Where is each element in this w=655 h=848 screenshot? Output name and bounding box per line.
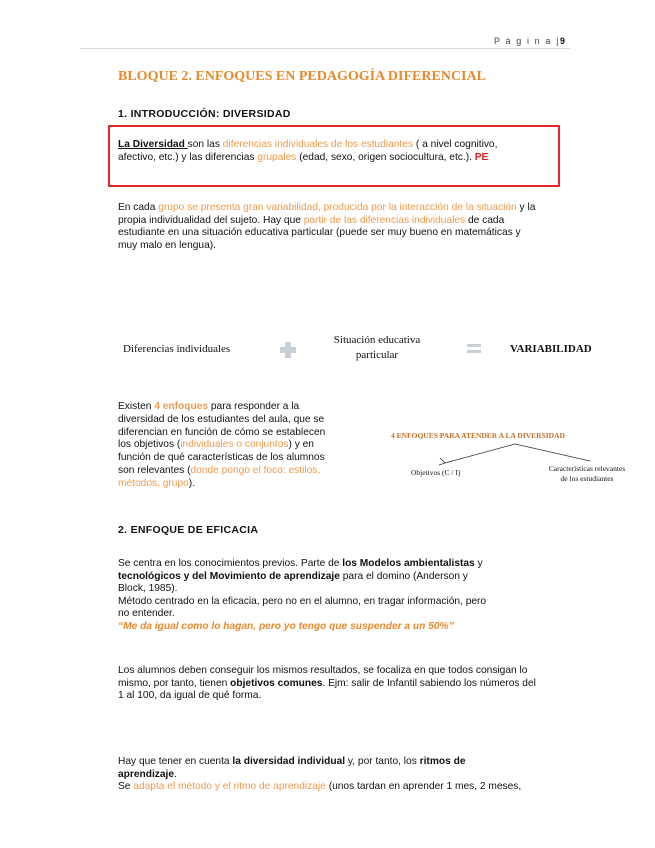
- page-number-header: [494, 36, 565, 46]
- text: PARA ATENDER A LA DIVERSIDAD: [437, 431, 565, 440]
- text: (unos tardan en aprender 1 mes, 2 meses,: [325, 781, 522, 792]
- text: Los alumnos deben conseguir los mismos resultados, se focaliza en que todos consigan lo: [118, 665, 528, 676]
- enfoques-caracteristicas: [537, 464, 637, 484]
- highlight-text: adapta el método y el ritmo de aprendizaje: [133, 781, 326, 792]
- enfoques-diagram-title: [391, 431, 565, 440]
- pe-tag: PE: [474, 151, 489, 163]
- highlight-text: diferencias individuales de los estudiantes: [222, 139, 414, 150]
- text: de los estudiantes: [560, 474, 614, 483]
- text: y, por tanto, los: [345, 756, 420, 767]
- bold-text: objetivos comunes: [230, 677, 323, 689]
- enfoques-objetivos: Objetivos (C / I): [411, 468, 461, 477]
- bold-text: tecnológicos y del Movimiento de aprendizaje: [118, 570, 340, 582]
- paragraph-eficacia-2: [118, 665, 558, 703]
- text: Se centra en los conocimientos previos. Parte de: [118, 558, 343, 569]
- text: afectivo, etc.) y las diferencias: [118, 151, 258, 163]
- text: los objetivos (: [118, 439, 181, 451]
- text: ) y en: [288, 439, 314, 451]
- highlight-text: donde pongo el foco: estilos,: [190, 464, 321, 476]
- text: Método centrado en la eficacia, pero no en el alumno, en tragar información, pero: [118, 595, 487, 607]
- text: Block, 1985).: [118, 583, 178, 594]
- bold-text: aprendizaje: [118, 768, 175, 780]
- text: .: [174, 768, 177, 780]
- text: Situación educativa: [333, 334, 421, 346]
- text: de cada: [465, 214, 505, 226]
- text: son relevantes (: [118, 464, 191, 476]
- text: Hay que tener en cuenta: [118, 756, 233, 767]
- text: 1 al 100, da igual de qué forma.: [118, 690, 262, 701]
- highlight-text: individuales o conjuntos: [180, 439, 289, 451]
- paragraph-eficacia-3: [118, 756, 558, 794]
- highlight-text: partir de las diferencias individuales: [303, 214, 466, 226]
- text: y: [474, 558, 483, 569]
- eficacia-quote: “Me da igual como lo hagan, pero yo tengo que suspender a un 50%”: [118, 620, 454, 632]
- text: son las: [187, 139, 223, 150]
- page-number: 9: [560, 36, 566, 46]
- highlight-text: métodos, grupo: [118, 477, 189, 489]
- text: Se: [118, 781, 134, 792]
- paragraph-eficacia-1: [118, 558, 558, 633]
- text: función de qué características de los alumnos: [118, 452, 325, 464]
- highlight-text: grupo se presenta gran variabilidad, producida por la interacción de la situación: [158, 202, 517, 213]
- equals-icon: [467, 344, 481, 354]
- text: particular: [355, 349, 399, 361]
- paragraph-enfoques: [118, 401, 368, 491]
- paragraph-variabilidad: [118, 202, 558, 252]
- text: muy malo en lengua).: [118, 239, 216, 251]
- section-title-introduccion: 1. INTRODUCCIÓN: DIVERSIDAD: [118, 108, 291, 120]
- text: y la: [516, 202, 536, 213]
- bold-text: los Modelos ambientalistas: [342, 558, 475, 569]
- highlight-text: 4 enfoques: [154, 401, 209, 412]
- diversity-definition: [118, 139, 558, 164]
- text: ).: [188, 477, 196, 489]
- bold-text: la diversidad individual: [232, 756, 346, 767]
- text: 4 ENFOQUES: [391, 431, 438, 440]
- text: mismo, por tanto, tienen: [118, 677, 231, 689]
- text: para responder a la: [208, 401, 300, 412]
- text: . Ejm: salir de Infantil sabiendo los números del: [322, 677, 536, 689]
- text: ( a nivel cognitivo,: [413, 139, 498, 150]
- text: Existen: [118, 401, 155, 412]
- bold-text: ritmos de: [419, 756, 466, 767]
- variabilidad-diagram: [118, 330, 608, 370]
- text: no entender.: [118, 608, 175, 619]
- text: diversidad de los estudiantes del aula, que se: [118, 413, 325, 425]
- section-title-eficacia: 2. ENFOQUE DE EFICACIA: [118, 524, 259, 536]
- plus-icon: [280, 342, 296, 358]
- text: Características relevantes: [548, 464, 626, 473]
- text: diferencian en función de cómo se establecen: [118, 426, 326, 438]
- diagram-situacion-educativa: [322, 333, 432, 363]
- diagram-diferencias-individuales: Diferencias individuales: [123, 343, 231, 355]
- highlight-text: grupales: [257, 151, 297, 163]
- page-label: P á g i n a |: [494, 36, 561, 46]
- block-title: BLOQUE 2. ENFOQUES EN PEDAGOGÍA DIFERENCIAL: [118, 69, 486, 84]
- text: En cada: [118, 202, 159, 213]
- header-divider: [80, 48, 570, 49]
- text: estudiante en una situación educativa particular (puede ser muy bueno en matemáticas y: [118, 227, 521, 238]
- text: para el domino (Anderson y: [339, 570, 468, 582]
- text: propia individualidad del sujeto. Hay que: [118, 214, 304, 226]
- term-diversidad: La Diversidad: [118, 139, 188, 150]
- diagram-variabilidad: VARIABILIDAD: [510, 343, 592, 355]
- text: (edad, sexo, origen sociocultura, etc.).: [296, 151, 475, 163]
